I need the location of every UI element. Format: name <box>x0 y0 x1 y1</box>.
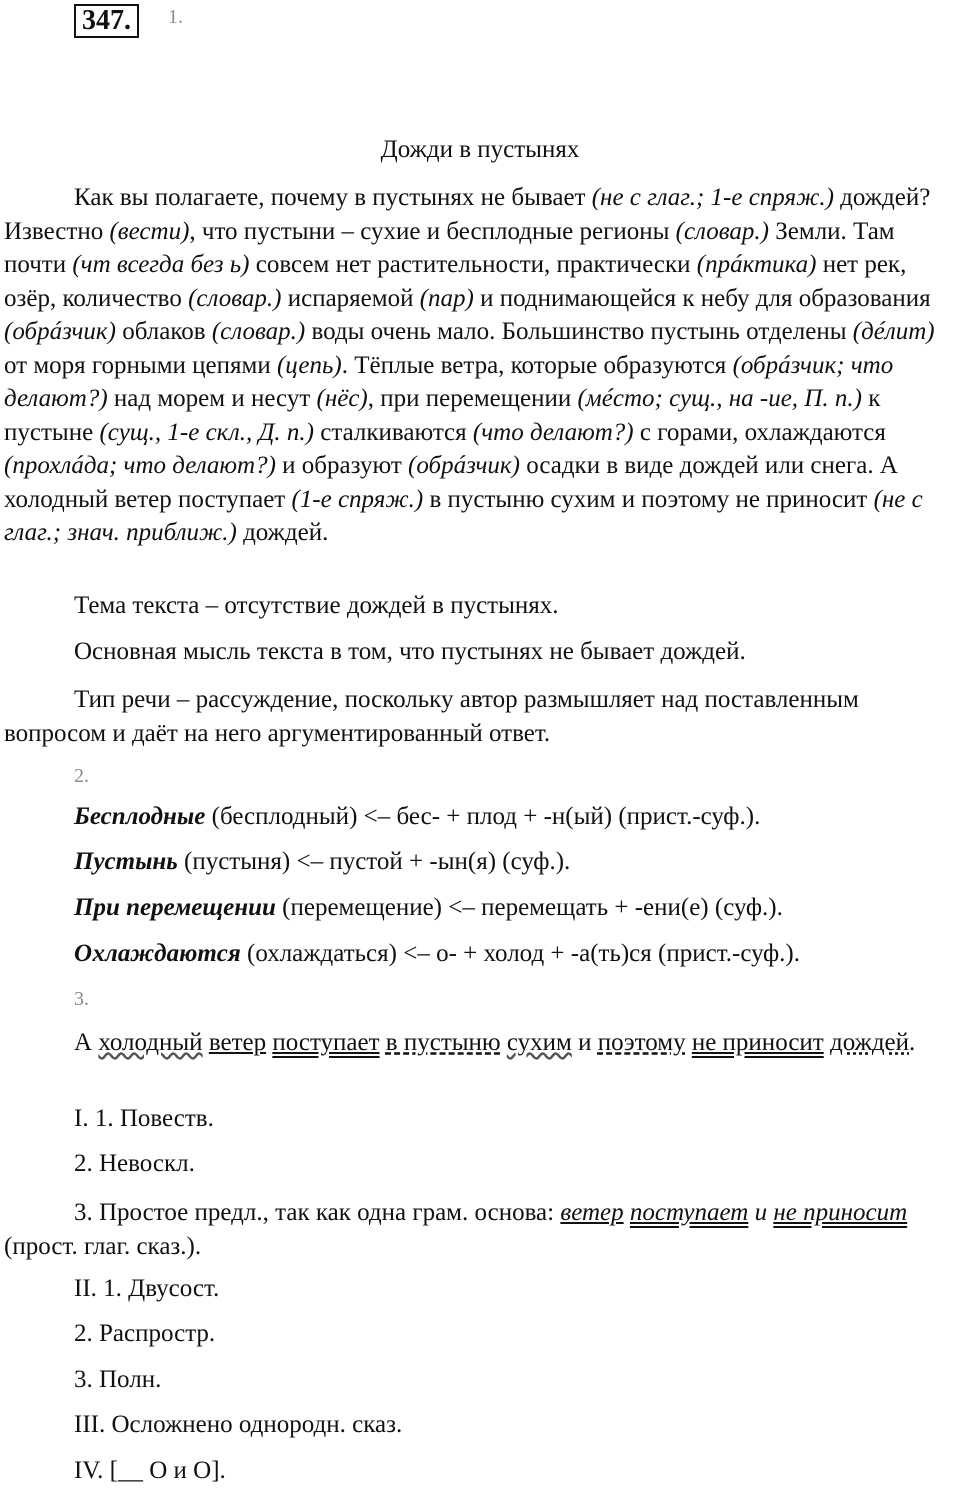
analysis-word: При перемещении <box>74 894 276 921</box>
part-3-label: 3. <box>74 988 89 1010</box>
char-i3: 3. Простое предл., так как одна грам. основа: ветер поступает и не приносит (прост. глаг. сказ.). <box>4 1199 908 1260</box>
char-ii3: 3. Полн. <box>74 1366 162 1393</box>
theme-line: Тема текста – отсутствие дождей в пустынях. <box>74 592 559 619</box>
analysis-row-4 <box>74 940 800 968</box>
analysis-derivation: (бесплодный) <– бес- + плод + -н(ый) (прист.-суф.). <box>205 803 761 830</box>
speech-type-line: Тип речи – рассуждение, поскольку автор размышляет над поставленным вопросом и даёт на него аргументированный ответ. <box>4 686 859 747</box>
char-ii1: II. 1. Двусост. <box>74 1275 220 1302</box>
task-number: 347. <box>74 4 139 38</box>
analysis-row-2 <box>74 848 570 876</box>
analysis-word: Бесплодные <box>74 803 206 830</box>
char-i2: 2. Невоскл. <box>74 1150 195 1177</box>
char-ii2: 2. Распростр. <box>74 1320 216 1347</box>
analysis-row-1 <box>74 803 760 831</box>
main-paragraph: Как вы полагаете, почему в пустынях не бывает (не с глаг.; 1-е спряж.) дождей? Известно (вести), что пустыни – сухие и бесплодные регионы (словар.) Земли. Там почти (чт всегда без ь) совсем нет растительности, практически (прáктика) нет рек, озёр, количество (словар.) испаряемой (пар) и поднимающейся к небу для образования (обрáзчик) облаков (словар.) воды очень мало. Большинство пустынь отделены (дéлит) от моря горными цепями (цепь). Тёплые ветра, которые образуются (обрáзчик; что делают?) над морем и несут (нёс), при перемещении (мéсто; сущ., на -ие, П. п.) к пустыне (сущ., 1-е скл., Д. п.) сталкиваются (что делают?) с горами, охлаждаются (прохлáда; что делают?) и образуют (обрáзчик) осадки в виде дождей или снега. А холодный ветер поступает (1-е спряж.) в пустыню сухим и поэтому не приносит (не с глаг.; знач. приближ.) дождей. <box>4 184 935 546</box>
analysis-word: Охлаждаются <box>74 940 241 967</box>
analysis-derivation: (пустыня) <– пустой + -ын(я) (суф.). <box>177 848 571 875</box>
parsed-sentence: А холодный ветер поступает в пустыню сухим и поэтому не приносит дождей. <box>74 1029 916 1056</box>
part-1-label: 1. <box>168 6 183 28</box>
main-idea-line: Основная мысль текста в том, что пустынях не бывает дождей. <box>74 638 746 665</box>
analysis-derivation: (охлаждаться) <– о- + холод + -а(ть)ся (прист.-суф.). <box>240 940 800 967</box>
task-header <box>74 4 139 40</box>
char-iii: III. Осложнено однородн. сказ. <box>74 1411 403 1438</box>
analysis-derivation: (перемещение) <– перемещать + -ени(е) (суф.). <box>275 894 783 921</box>
analysis-word: Пустынь <box>74 848 178 875</box>
char-i1: I. 1. Повеств. <box>74 1105 214 1132</box>
part-2-label: 2. <box>74 765 89 787</box>
char-iv: IV. [__ О и О]. <box>74 1457 226 1484</box>
text-title: Дожди в пустынях <box>380 136 580 163</box>
analysis-row-3 <box>74 894 783 922</box>
